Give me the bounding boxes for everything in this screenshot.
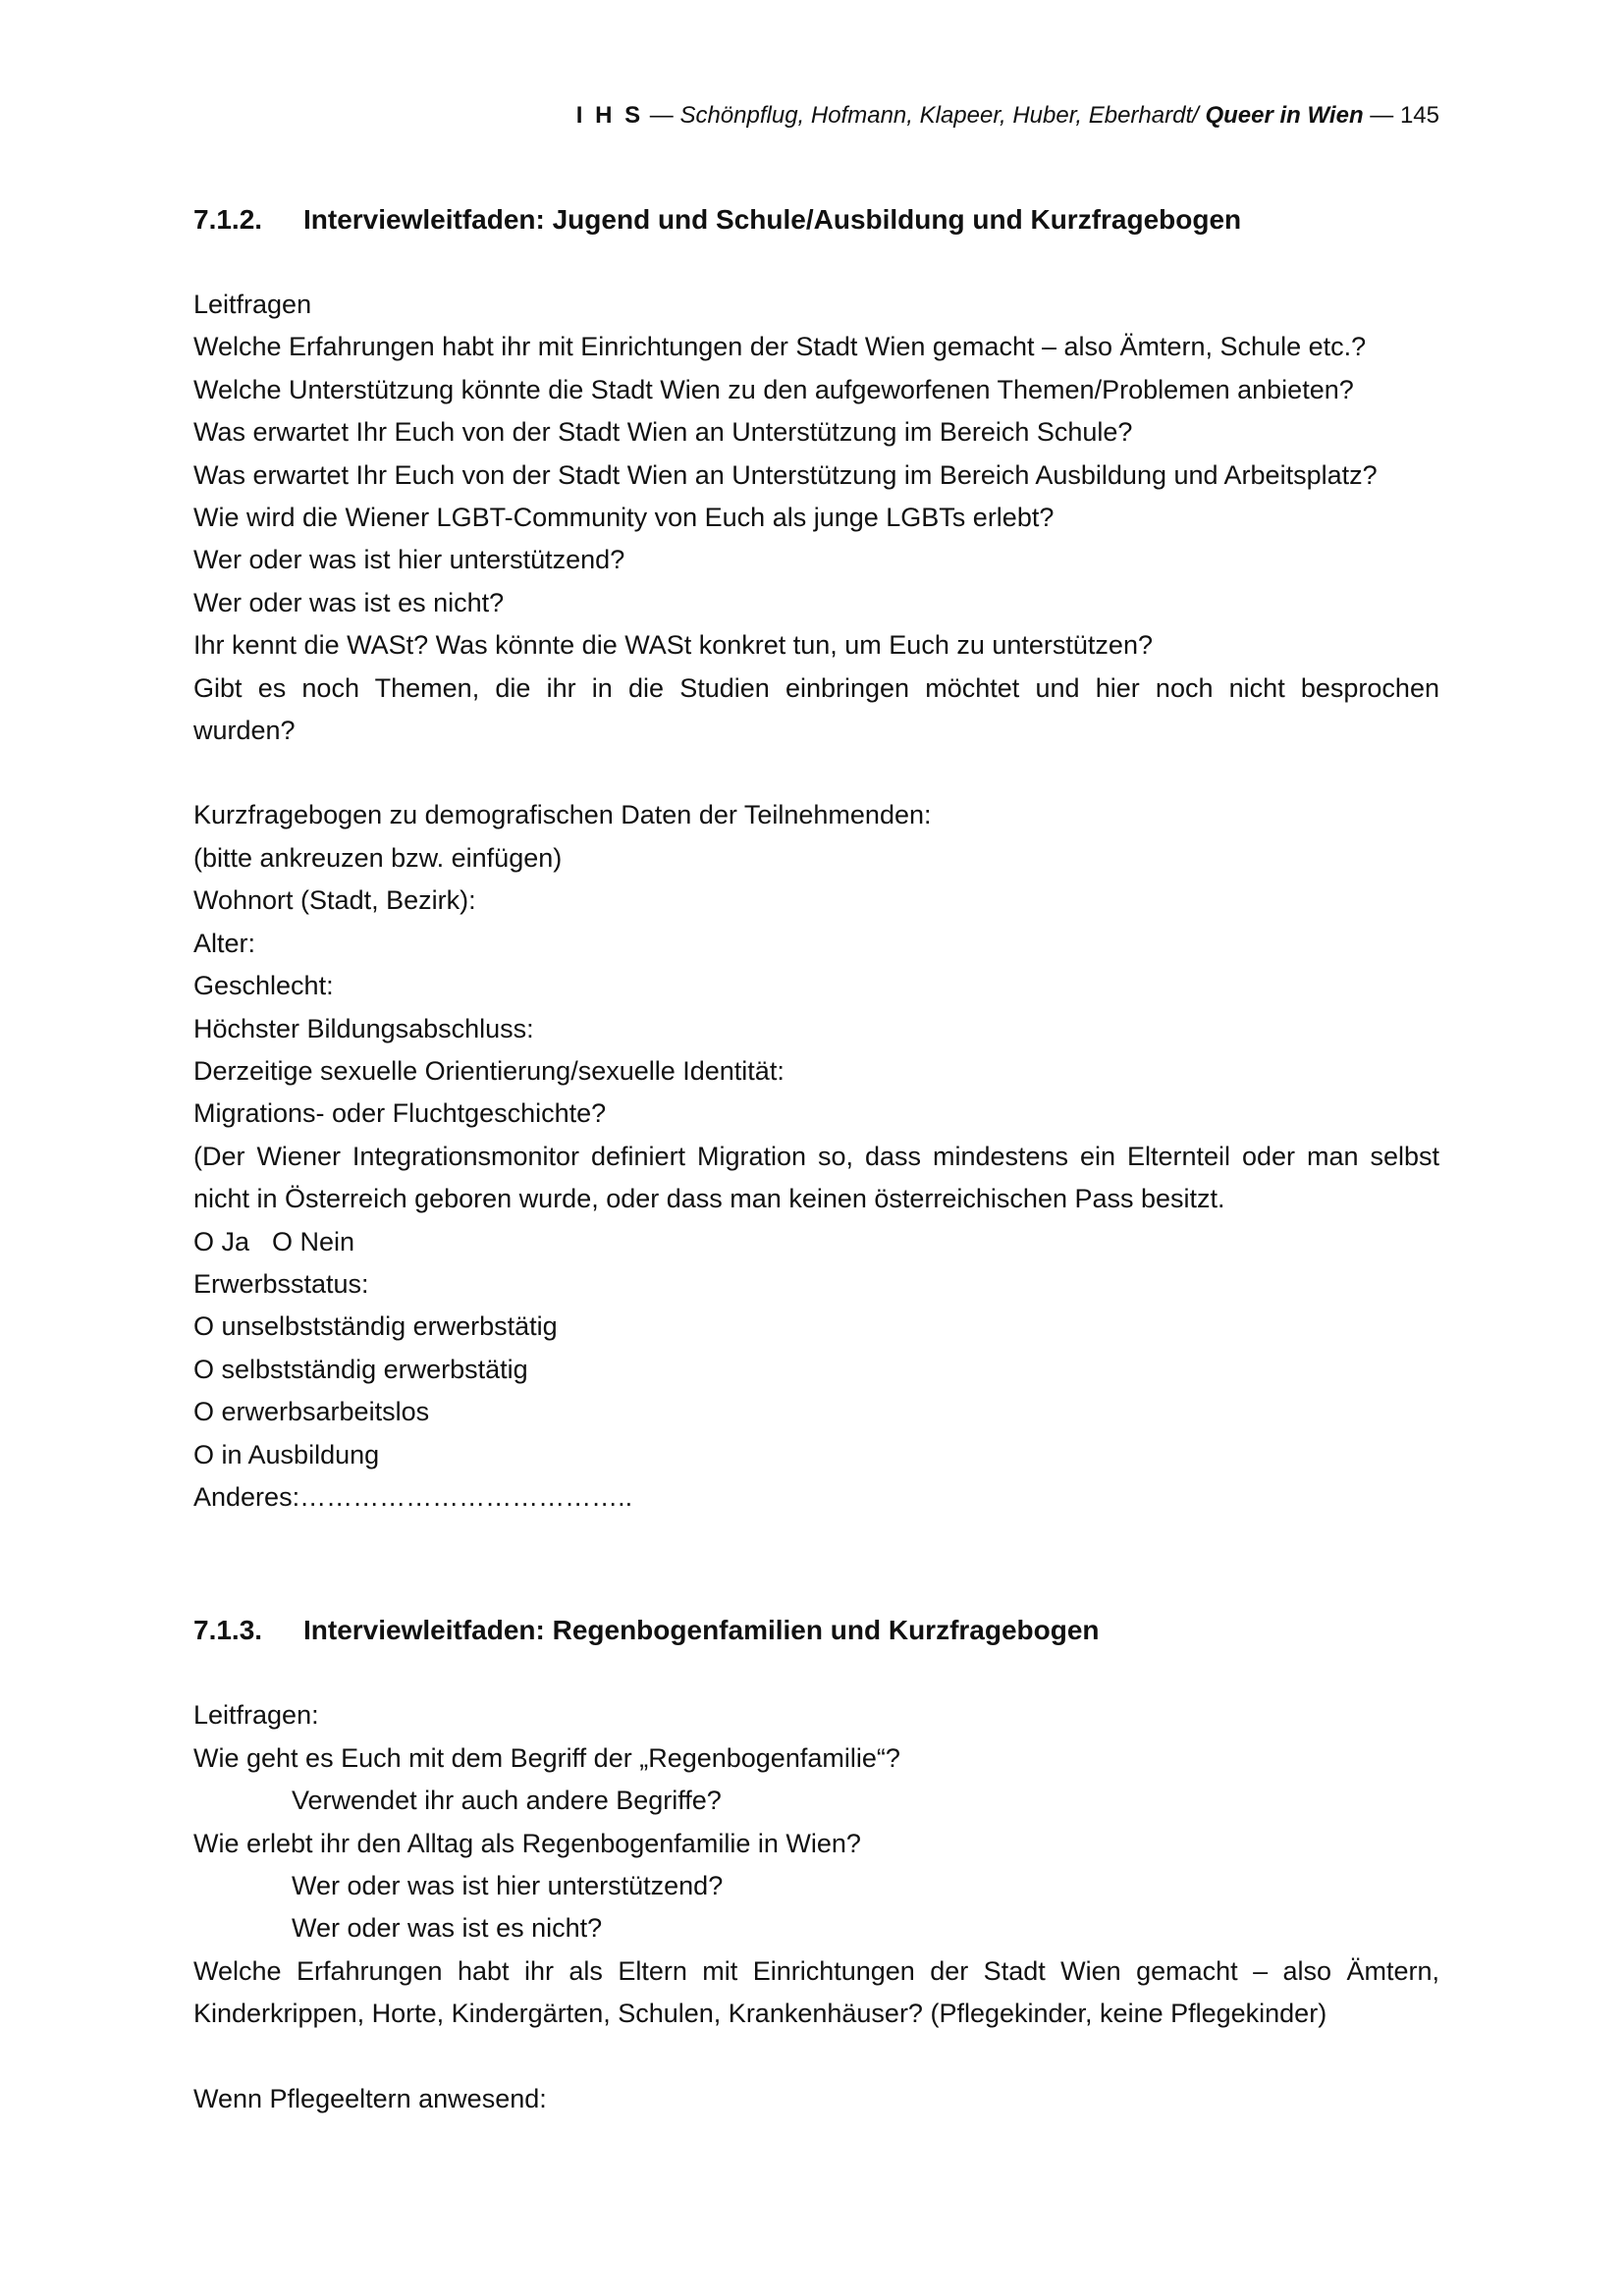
survey-field: Höchster Bildungsabschluss: (193, 1013, 534, 1043)
question: Welche Unterstützung könnte die Stadt Wien zu den aufgeworfenen Themen/Problemen anbieten? (193, 374, 1354, 404)
section-title: Interviewleitfaden: Jugend und Schule/Ausbildung und Kurzfragebogen (303, 204, 1242, 235)
survey-instruction: (bitte ankreuzen bzw. einfügen) (193, 842, 563, 873)
question-continuation: wurden? (193, 716, 296, 746)
question: Wie erlebt ihr den Alltag als Regenbogenfamilie in Wien? (193, 1828, 861, 1858)
header-dash: — (643, 102, 680, 129)
header-title: Queer in Wien (1205, 102, 1364, 129)
yes-no-options (193, 1221, 1439, 1263)
question: Wer oder was ist hier unterstützend? (193, 545, 625, 575)
survey-field: Alter: (193, 928, 256, 958)
question: Ihr kennt die WASt? Was könnte die WASt konkret tun, um Euch zu unterstützen? (193, 630, 1153, 661)
survey-field: Derzeitige sexuelle Orientierung/sexuelle Identität: (193, 1055, 785, 1086)
section-heading-7-1-2 (193, 196, 1439, 243)
survey-intro: Kurzfragebogen zu demografischen Daten der Teilnehmenden: (193, 800, 932, 830)
employment-option: O erwerbsarbeitslos (193, 1397, 430, 1427)
leitfragen-label: Leitfragen: (193, 1700, 319, 1731)
page-header (576, 102, 1439, 130)
header-dash: — (1363, 102, 1400, 129)
section-number: 7.1.3. (193, 1615, 263, 1646)
question: Welche Erfahrungen habt ihr als Eltern mit Einrichtungen der Stadt Wien gemacht – also Ämtern, (193, 1955, 1439, 1986)
header-authors: Schönpflug, Hofmann, Klapeer, Huber, Eberhardt/ (679, 102, 1206, 129)
question: Was erwartet Ihr Euch von der Stadt Wien an Unterstützung im Bereich Schule? (193, 417, 1133, 448)
question: Wie wird die Wiener LGBT-Community von Euch als junge LGBTs erlebt? (193, 503, 1055, 533)
option-yes: O Ja (193, 1226, 250, 1256)
question: Welche Erfahrungen habt ihr mit Einrichtungen der Stadt Wien gemacht – also Ämtern, Schule etc.? (193, 332, 1367, 362)
sub-question: Wer oder was ist es nicht? (292, 1913, 603, 1944)
option-no: O Nein (272, 1226, 355, 1256)
employment-option: O unselbstständig erwerbstätig (193, 1311, 558, 1342)
foster-parents-label: Wenn Pflegeeltern anwesend: (193, 2083, 547, 2113)
migration-note: (Der Wiener Integrationsmonitor definiert Migration so, dass mindestens ein Elternteil oder man selbst (193, 1141, 1439, 1171)
question: Wer oder was ist es nicht? (193, 587, 505, 617)
document-body (193, 196, 1439, 2120)
question-continuation: Kinderkrippen, Horte, Kindergärten, Schulen, Krankenhäuser? (Pflegekinder, keine Pflegekinder) (193, 1999, 1327, 2029)
survey-field: Geschlecht: (193, 971, 334, 1001)
header-ihs: I H S (575, 102, 644, 129)
page-number: 145 (1399, 102, 1439, 129)
employment-label: Erwerbsstatus: (193, 1268, 369, 1299)
survey-field: Wohnort (Stadt, Bezirk): (193, 885, 476, 916)
question: Wie geht es Euch mit dem Begriff der „Regenbogenfamilie“? (193, 1742, 900, 1773)
section-heading-7-1-3 (193, 1607, 1439, 1654)
leitfragen-label: Leitfragen (193, 290, 312, 319)
sub-question: Verwendet ihr auch andere Begriffe? (292, 1786, 722, 1816)
section-number: 7.1.2. (193, 204, 263, 235)
employment-option: O selbstständig erwerbstätig (193, 1354, 528, 1384)
employment-option: O in Ausbildung (193, 1439, 380, 1469)
survey-field: Migrations- oder Fluchtgeschichte? (193, 1098, 607, 1129)
question: Was erwartet Ihr Euch von der Stadt Wien an Unterstützung im Bereich Ausbildung und Arbeitsplatz? (193, 459, 1378, 490)
migration-note: nicht in Österreich geboren wurde, oder dass man keinen österreichischen Pass besitzt. (193, 1184, 1225, 1214)
other-field: Anderes:……………………………….. (193, 1481, 633, 1512)
question: Gibt es noch Themen, die ihr in die Studien einbringen möchtet und hier noch nicht besprochen (193, 672, 1439, 703)
section-title: Interviewleitfaden: Regenbogenfamilien und Kurzfragebogen (303, 1615, 1100, 1646)
sub-question: Wer oder was ist hier unterstützend? (292, 1871, 724, 1900)
